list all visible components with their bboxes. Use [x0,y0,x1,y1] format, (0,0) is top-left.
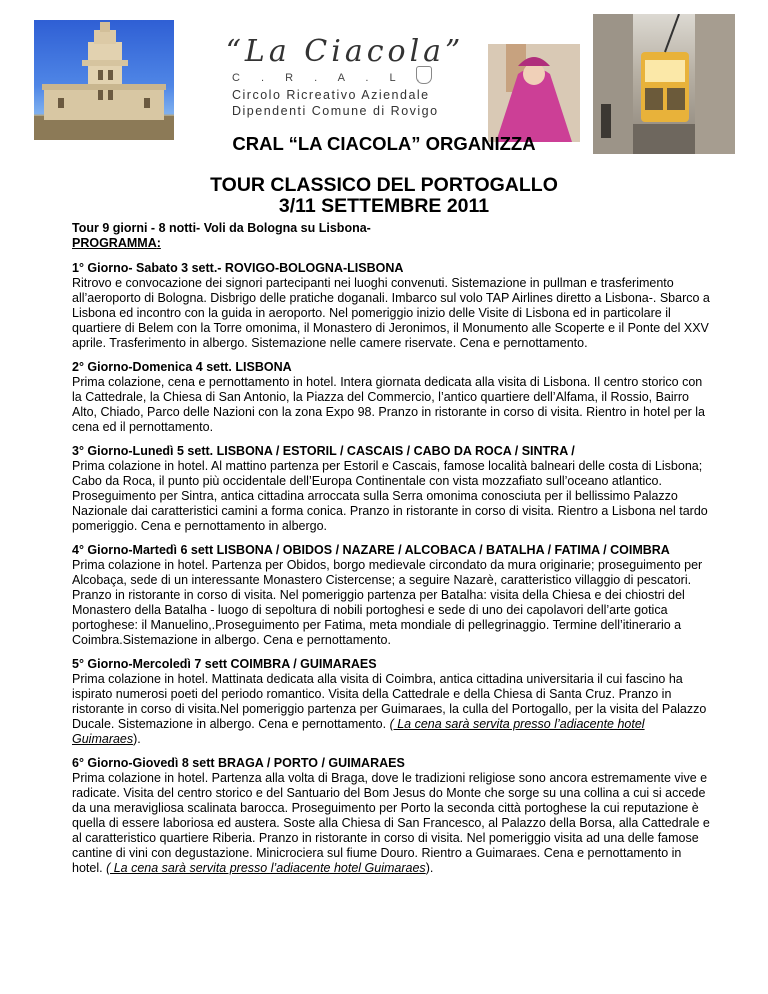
organizer-heading: CRAL “LA CIACOLA” ORGANIZZA [232,133,536,154]
day-text: Ritrovo e convocazione dei signori partecipanti nei luoghi convenuti. Sistemazione in pullman e trasferimento all’aeroporto di Bologna. Disbrigo delle pratiche doganali. Imbarco sul volo TAP Airlines diretto a Lisbona-. Sbarco a Lisbona ed incontro con la guida in aeroporto. Nel pomeriggio inizio delle Visite di Lisbona ed in particolare il quartiere di Belem con la Torre omonima, il Monastero di Jeronimos, il Monumento alle Scoperte e il Ponte del XXV aprile. Trasferimento in albergo. Sistemazione nelle camere riservate. Cena e pernottamento. [72,276,710,350]
dinner-note: ( La cena sarà servita presso l’adiacente hotel Guimaraes [106,861,426,875]
belem-tower-photo [34,20,174,140]
program-label [72,236,712,251]
day-title: 3° Giorno-Lunedì 5 sett. LISBONA / ESTORIL / CASCAIS / CABO DA ROCA / SINTRA / [72,444,575,458]
day-4 [72,543,712,648]
tour-program [72,221,712,885]
page-header [0,0,768,140]
day-2 [72,360,712,435]
day-text [72,771,712,876]
day-6 [72,756,712,876]
day-text-body: Prima colazione in hotel. Mattinata dedicata alla visita di Coimbra, antica cittadina universitaria il cui fascino ha ispirato numerosi poeti del periodo romantico. Visita della Cattedrale e della Chiesa di Santa Cruz. Pranzo in ristorante in corso di visita.Nel pomeriggio partenza per Guimaraes, la culla del Portogallo, per la visita del Palazzo Ducale. Sistemazione in albergo. Cena e pernottamento. [72,672,707,731]
tour-subtitle: Tour 9 giorni - 8 notti- Voli da Bologna su Lisbona- [72,221,371,235]
logo-line-1: Circolo Ricreativo Aziendale [232,88,430,102]
tour-title-line-1: TOUR CLASSICO DEL PORTOGALLO [210,174,558,196]
day-title: 5° Giorno-Mercoledì 7 sett COIMBRA / GUIMARAES [72,657,377,671]
program-label-text: PROGRAMMA [72,236,157,250]
town-figure-illustration [488,44,580,142]
belem-tower-illustration [34,20,174,140]
comune-crest-icon [416,66,432,84]
day-text-body: Prima colazione in hotel. Partenza alla volta di Braga, dove le tradizioni religiose sono ancora estremamente vive e radicate. Visita del centro storico e del Santuario del Bom Jesus do Monte che sorge su una collina a cui si accede da una meravigliosa scalinata barocca. Proseguimento per Porto la seconda città portoghese la cui reputazione è quella di essere laboriosa ed austera. Soste alla Chiesa di San Francesco, al Palazzo della Borsa, alla Cattedrale e al caratteristico quartiere Riberia. Pranzo in ristorante in corso di visita. Nel pomeriggio visita ad una delle famose cantine di vini con degustazione. Minicrociera sul fiume Douro. Rientro a Guimaraes. Cena e pernottamento in hotel. [72,771,710,875]
tour-title-line-2: 3/11 SETTEMBRE 2011 [278,195,490,217]
logo-cral: C . R . A . L . [232,72,429,84]
day-title: 2° Giorno-Domenica 4 sett. LISBONA [72,360,292,374]
day-text: Prima colazione in hotel. Al mattino partenza per Estoril e Cascais, famose località balneari delle costa di Lisbona; Cabo da Roca, il punto più occidentale dell’Europa Continentale con vista mozzafiato sull’oceano atlantico. Proseguimento per Sintra, antica cittadina arroccata sulla Serra omonima conosciuta per il bellissimo Palazzo Nazionale dai caratteristici camini a forma conica. Pranzo in ristorante in corso di visita. Rientro a Lisbona nel tardo pomeriggio. Cena e pernottamento in albergo. [72,459,708,533]
day-3 [72,444,712,534]
day-1 [72,261,712,351]
day-title: 4° Giorno-Martedì 6 sett LISBONA / OBIDOS / NAZARE / ALCOBACA / BATALHA / FATIMA / COIMBRA [72,543,670,557]
day-title: 6° Giorno-Giovedì 8 sett BRAGA / PORTO / GUIMARAES [72,756,405,770]
program-label-colon: : [156,236,161,250]
dinner-note-end: ). [425,861,434,875]
day-text: Prima colazione in hotel. Partenza per Obidos, borgo medievale circondato da mura originarie; proseguimento per Alcobaça, sede di un interessante Monastero Cistercense; a seguire Nazarè, caratteristico villaggio di pescatori. Pranzo in ristorante in corso di visita. Nel pomeriggio partenza per Batalha: visita della Chiesa e dei chiostri del Monastero della Batalha - luogo di sepoltura di nobili portoghesi e sede di uno dei capolavori dell’arte gotica portoghese: il Manuelino,.Proseguimento per Fatima, meta mondiale di pellegrinaggio. Termine dell’itinerario a Coimbra.Sistemazione in albergo. Cena e pernottamento. [72,558,703,647]
day-text [72,672,712,747]
town-figure-photo [488,44,580,142]
logo-title: “La Ciacola” [225,34,465,69]
day-5 [72,657,712,747]
logo-line-2: Dipendenti Comune di Rovigo [232,104,439,118]
day-text: Prima colazione, cena e pernottamento in hotel. Intera giornata dedicata alla visita di Lisbona. Il centro storico con la Cattedrale, la Chiesa di San Antonio, la Piazza del Commercio, l’antico quartiere dell’Alfama, il Rossio, Bairro Alto, Chiado, Parco delle Nazioni con la zona Expo 98. Pranzo in ristorante in corso di visita. Rientro in hotel per la cena ed il pernottamento. [72,375,705,434]
dinner-note-end: ). [133,732,141,746]
dinner-note: ( La cena sarà servita presso l’adiacente hotel Guimaraes [72,717,645,746]
day-title: 1° Giorno- Sabato 3 sett.- ROVIGO-BOLOGNA-LISBONA [72,261,404,275]
